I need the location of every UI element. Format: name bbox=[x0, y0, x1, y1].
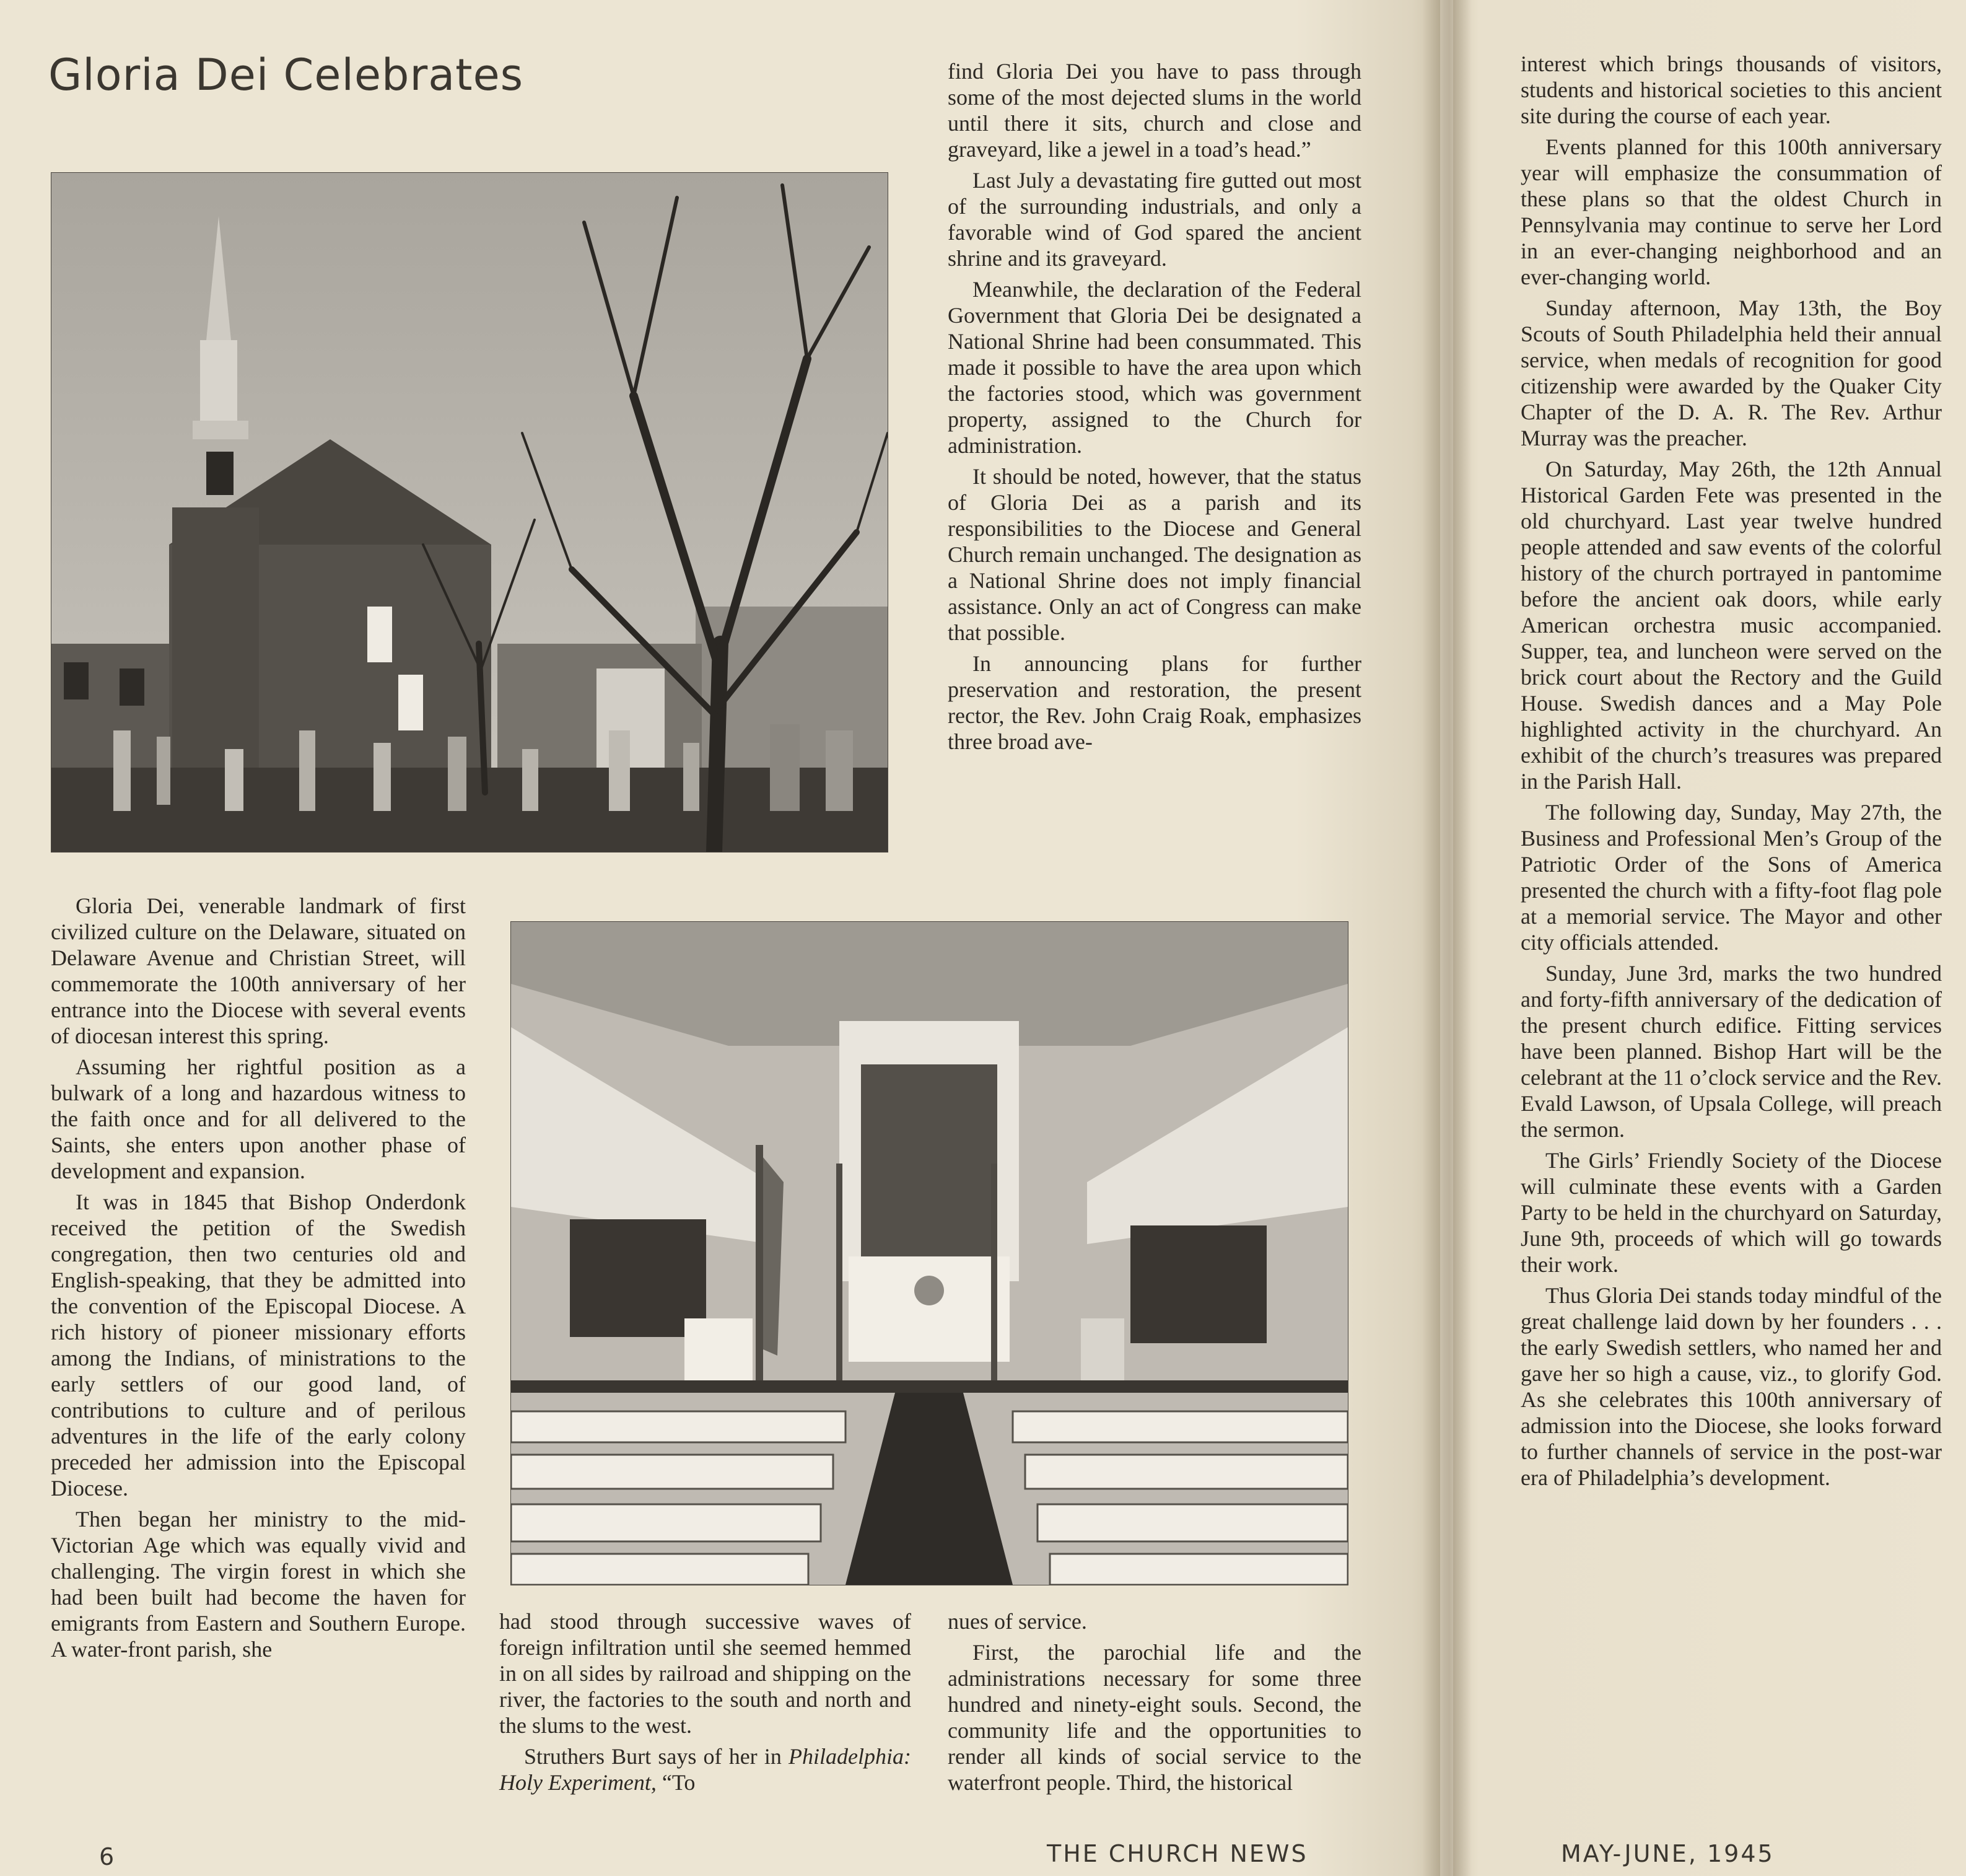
article-column-4 bbox=[1521, 51, 1942, 1496]
paragraph: interest which brings thousands of visitors, students and historical societies to this ancient site during the course of each year. bbox=[1521, 51, 1942, 128]
paragraph: Gloria Dei, venerable landmark of first civilized culture on the Delaware, situated on Delaware Avenue and Christian Street, will commemorate the 100th anniversary of her entrance into the Diocese with several events of diocesan interest this spring. bbox=[51, 893, 466, 1048]
text: Struthers Burt says of her in bbox=[524, 1744, 782, 1769]
church-interior-photo bbox=[510, 921, 1348, 1585]
paragraph: find Gloria Dei you have to pass through some of the most dejected slums in the world until there it sits, church and close and graveyard, like a jewel in a toad’s head.” bbox=[948, 59, 1361, 162]
paragraph: First, the parochial life and the administrations necessary for some three hundred and ninety-eight souls. Second, the community life and the opportunities to render all kinds of social service to the waterfront people. Third, the historical bbox=[948, 1640, 1361, 1795]
paragraph: Meanwhile, the declaration of the Federal Government that Gloria Dei be designated a National Shrine had been consummated. This made it possible to have the area upon which the factories stood, which was government property, assigned to the Church for administration. bbox=[948, 277, 1361, 458]
book-title: Philadelphia: Holy Experiment, bbox=[499, 1744, 912, 1795]
issue-date: MAY-JUNE, 1945 bbox=[1561, 1840, 1775, 1867]
page-gutter bbox=[1422, 0, 1472, 1876]
paragraph: Sunday, June 3rd, marks the two hundred and forty-fifth anniversary of the dedication of the present church edifice. Fitting services have been planned. Bishop Hart will be the celebrant at the 11 o’clock service and the Rev. Evald Lawson, of Upsala College, will preach the sermon. bbox=[1521, 961, 1942, 1142]
paragraph: On Saturday, May 26th, the 12th Annual Historical Garden Fete was presented in the old churchyard. Last year twelve hundred people attended and saw events of the colorful history of the church portrayed in pantomime before the ancient oak doors, while early American orchestra music accompanied. Supper, tea, and luncheon were served on the brick court about the Rectory and the Guild House. Swedish dances and a May Pole highlighted activity in the churchyard. An exhibit of the church’s treasures was prepared in the Parish Hall. bbox=[1521, 457, 1942, 794]
paragraph: Sunday afternoon, May 13th, the Boy Scouts of South Philadelphia held their annual service, when medals of recognition for good citizenship were awarded by the Quaker City Chapter of the D. A. R. The Rev. Arthur Murray was the preacher. bbox=[1521, 296, 1942, 450]
paragraph: Events planned for this 100th anniversary year will emphasize the consummation of these plans so that the oldest Church in Pennsylvania may continue to serve her Lord in an ever-changing neighborhood and an ever-changing world. bbox=[1521, 134, 1942, 289]
paragraph: Assuming her rightful position as a bulwark of a long and hazardous witness to the faith once and for all delivered to the Saints, she enters upon another phase of development and expansion. bbox=[51, 1054, 466, 1183]
text: “To bbox=[662, 1770, 696, 1795]
article-column-3-bottom bbox=[948, 1608, 1361, 1800]
paragraph: Thus Gloria Dei stands today mindful of the great challenge laid down by her founders . . . the early Swedish settlers, who named her and gave her so high a cause, viz., to glorify God. As she celebrates this 100th anniversary of admission into the Diocese, she looks forward to further channels of service in the post-war era of Philadelphia’s development. bbox=[1521, 1283, 1942, 1490]
article-column-3-top bbox=[948, 58, 1361, 760]
paragraph: In announcing plans for further preservation and restoration, the present rector, the Rev. John Craig Roak, emphasizes three broad ave- bbox=[948, 651, 1361, 754]
paragraph: The following day, Sunday, May 27th, the Business and Professional Men’s Group of the Patriotic Order of the Sons of America presented the church with a fifty-foot flag pole at a memorial service. The Mayor and other city officials attended. bbox=[1521, 800, 1942, 955]
paragraph: It should be noted, however, that the status of Gloria Dei as a parish and its responsibilities to the Diocese and General Church remain unchanged. The designation as a National Shrine does not imply financial assistance. Only an act of Congress can make that possible. bbox=[948, 464, 1361, 645]
page-number: 6 bbox=[99, 1843, 116, 1870]
church-exterior-photo bbox=[51, 172, 888, 853]
paragraph: The Girls’ Friendly Society of the Diocese will culminate these events with a Garden Party to be held in the churchyard on Saturday, June 9th, proceeds of which will go towards their work. bbox=[1521, 1148, 1942, 1277]
paragraph bbox=[499, 1743, 911, 1795]
paragraph: nues of service. bbox=[948, 1609, 1087, 1634]
paragraph: had stood through successive waves of foreign infiltration until she seemed hemmed in on all sides by railroad and shipping on the river, the factories to the south and north and the slums to the west. bbox=[499, 1609, 911, 1738]
publication-name: THE CHURCH NEWS bbox=[1047, 1840, 1308, 1867]
paragraph: Then began her ministry to the mid-Victorian Age which was equally vivid and challenging. The virgin forest in which she had been built had become the haven for emigrants from Eastern and Southern Europe. A water-front parish, she bbox=[51, 1507, 466, 1662]
paragraph: It was in 1845 that Bishop Onderdonk received the petition of the Swedish congregation, then two centuries old and English-speaking, that they be admitted into the convention of the Episcopal Diocese. A rich history of pioneer missionary efforts among the Indians, of ministrations to the early settlers of our good land, of contributions to culture and of perilous adventures in the life of the early colony preceded her admission into the Episcopal Diocese. bbox=[51, 1190, 466, 1501]
article-column-1 bbox=[51, 893, 466, 1667]
article-title: Gloria Dei Celebrates bbox=[48, 50, 524, 100]
paragraph: Last July a devastating fire gutted out most of the surrounding industrials, and only a favorable wind of God spared the ancient shrine and its graveyard. bbox=[948, 168, 1361, 271]
article-column-2 bbox=[499, 1608, 911, 1800]
